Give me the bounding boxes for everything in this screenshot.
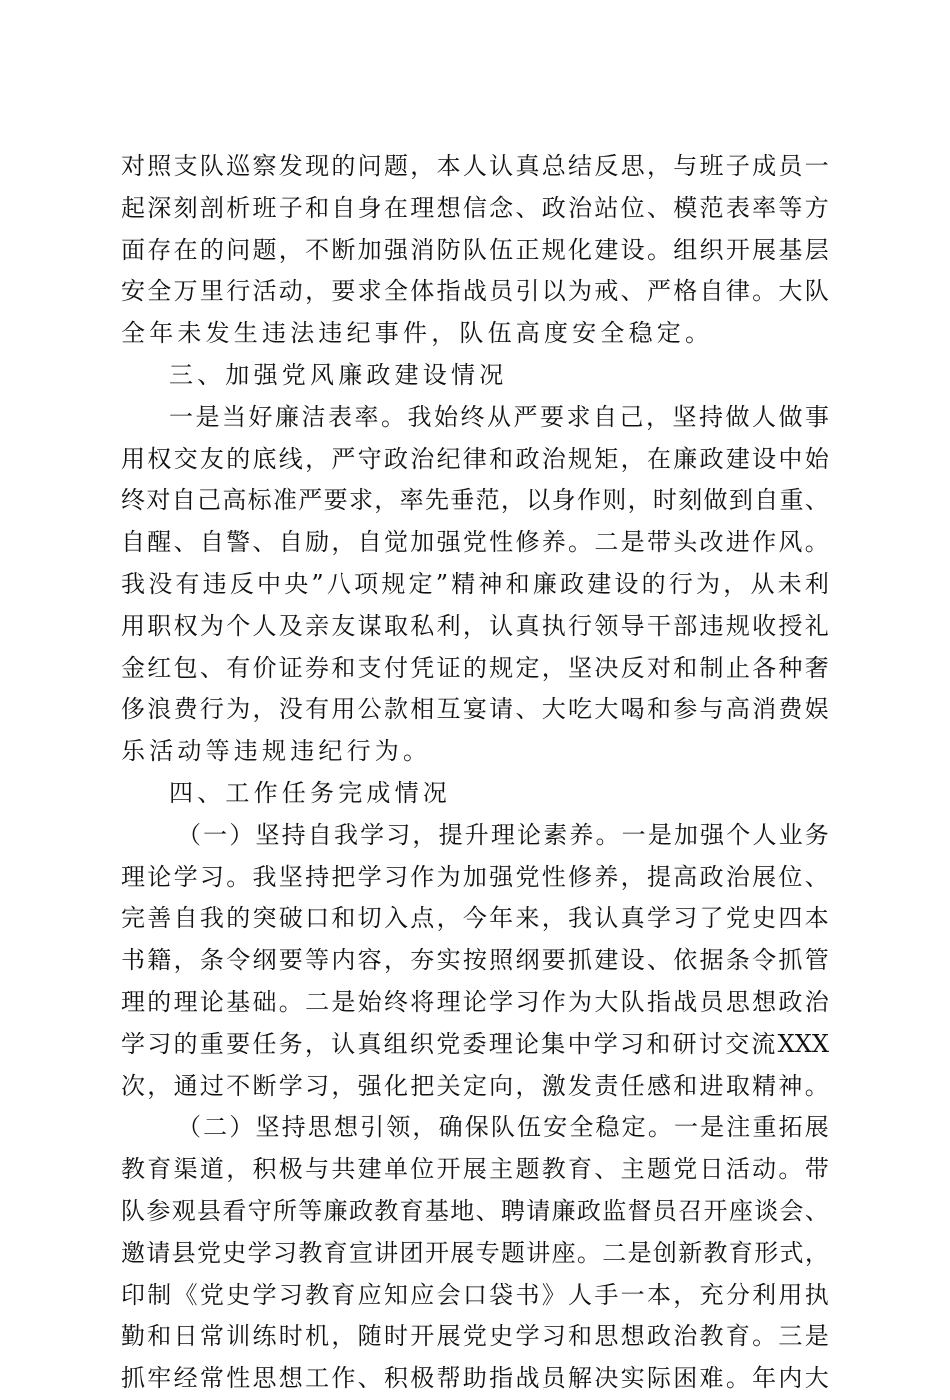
- text-line: 侈 浪 费 行 为 ， 没 有 用 公 款 相 互 宴 请 、 大 吃 大 喝 和 参 与 高 消 费 娱: [121, 695, 829, 724]
- text-line: 学 习 的 重 要 任 务 ， 认 真 组 织 党 委 理 论 集 中 学 习 和 研 讨 交 流 XXX: [121, 1029, 829, 1058]
- text-line: 自 醒 、 自 警 、 自 励 ， 自 觉 加 强 党 性 修 养 。 二 是 带 头 改 进 作 风 。: [121, 528, 829, 557]
- text-line: 起 深 刻 剖 析 班 子 和 自 身 在 理 想 信 念 、 政 治 站 位 、 模 范 表 率 等 方: [121, 193, 829, 222]
- section-heading: 四、工作任务完成情况: [169, 778, 451, 807]
- text-line: 面 存 在 的 问 题 ， 不 断 加 强 消 防 队 伍 正 规 化 建 设 。 组 织 开 展 基 层: [121, 235, 829, 264]
- text-line: 全年未发生违法违纪事件，队伍高度安全稳定。: [121, 319, 714, 348]
- text-line: 队 参 观 县 看 守 所 等 廉 政 教 育 基 地 、 聘 请 廉 政 监 督 员 召 开 座 谈 会 、: [121, 1196, 829, 1225]
- text-line: 我 没 有 违 反 中 央 ” 八 项 规 定 ” 精 神 和 廉 政 建 设 的 行 为 ， 从 未 利: [121, 569, 829, 598]
- text-line: 邀 请 县 党 史 学 习 教 育 宣 讲 团 开 展 专 题 讲 座 。 二 是 创 新 教 育 形 式 ，: [121, 1238, 829, 1267]
- text-line: 理 的 理 论 基 础 。 二 是 始 终 将 理 论 学 习 作 为 大 队 指 战 员 思 想 政 治: [121, 987, 829, 1016]
- text-line: 抓 牢 经 常 性 思 想 工 作 、 积 极 帮 助 指 战 员 解 决 实 际 困 难 。 年 内 大: [121, 1364, 829, 1393]
- text-line: 安 全 万 里 行 活 动 ， 要 求 全 体 指 战 员 引 以 为 戒 、 严 格 自 律 。 大 队: [121, 277, 829, 306]
- text-line: 一 是 当 好 廉 洁 表 率 。 我 始 终 从 严 要 求 自 己 ， 坚 持 做 人 做 事: [169, 402, 829, 431]
- text-line: 教 育 渠 道 ， 积 极 与 共 建 单 位 开 展 主 题 教 育 、 主 题 党 日 活 动 。 带: [121, 1155, 829, 1184]
- section-heading: 三、加强党风廉政建设情况: [169, 360, 508, 389]
- text-line: 对 照 支 队 巡 察 发 现 的 问 题 ， 本 人 认 真 总 结 反 思 ， 与 班 子 成 员 一: [121, 152, 829, 180]
- text-line: 完 善 自 我 的 突 破 口 和 切 入 点 ， 今 年 来 ， 我 认 真 学 习 了 党 史 四 本: [121, 904, 829, 933]
- text-line: 终 对 自 己 高 标 准 严 要 求 ， 率 先 垂 范 ， 以 身 作 则 ， 时 刻 做 到 自 重 、: [121, 486, 829, 515]
- text-line: 用 权 交 友 的 底 线 ， 严 守 政 治 纪 律 和 政 治 规 矩 ， 在 廉 政 建 设 中 始: [121, 444, 829, 473]
- text-line: （ 二 ） 坚 持 思 想 引 领 ， 确 保 队 伍 安 全 稳 定 。 一 是 注 重 拓 展: [177, 1113, 829, 1142]
- document-body: [121, 146, 829, 1400]
- text-line: 金 红 包 、 有 价 证 券 和 支 付 凭 证 的 规 定 ， 坚 决 反 对 和 制 止 各 种 奢: [121, 653, 829, 682]
- text-line: 勤 和 日 常 训 练 时 机 ， 随 时 开 展 党 史 学 习 和 思 想 政 治 教 育 。 三 是: [121, 1322, 829, 1351]
- text-line: 用 职 权 为 个 人 及 亲 友 谋 取 私 利 ， 认 真 执 行 领 导 干 部 违 规 收 授 礼: [121, 611, 829, 640]
- text-line: 乐活动等违规违纪行为。: [121, 737, 432, 766]
- text-line: 理 论 学 习 。 我 坚 持 把 学 习 作 为 加 强 党 性 修 养 ， 提 高 政 治 展 位 、: [121, 862, 829, 891]
- text-line: 印 制 《 党 史 学 习 教 育 应 知 应 会 口 袋 书 》 人 手 一 本 ， 充 分 利 用 执: [121, 1280, 829, 1309]
- text-line: 次 ， 通 过 不 断 学 习 ， 强 化 把 关 定 向 ， 激 发 责 任 感 和 进 取 精 神 。: [121, 1071, 829, 1100]
- text-line: （ 一 ） 坚 持 自 我 学 习 ， 提 升 理 论 素 养 。 一 是 加 强 个 人 业 务: [177, 820, 829, 849]
- text-line: 书 籍 ， 条 令 纲 要 等 内 容 ， 夯 实 按 照 纲 要 抓 建 设 、 依 据 条 令 抓 管: [121, 946, 829, 975]
